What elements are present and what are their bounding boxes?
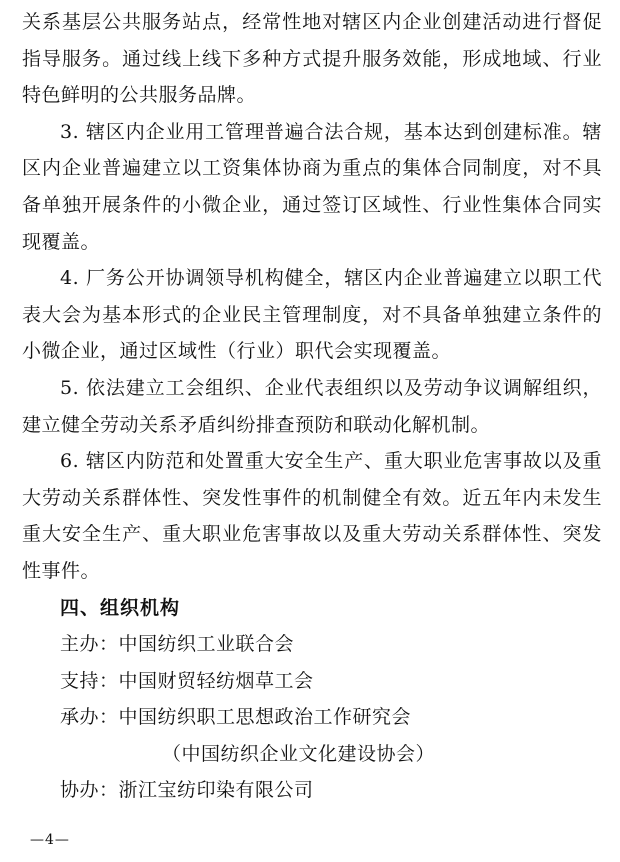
paragraph-item-4: 4. 厂务公开协调领导机构健全，辖区内企业普遍建立以职工代表大会为基本形式的企业民主管理制度，对不具备单独建立条件的小微企业，通过区域性（行业）职代会实现覆盖。 [22, 267, 602, 363]
organizer-co-organizer: 协办：浙江宝纺印染有限公司 [60, 779, 314, 802]
page-number: —4— [30, 832, 70, 848]
paragraph-item-5: 5. 依法建立工会组织、企业代表组织以及劳动争议调解组织，建立健全劳动关系矛盾纠纷排查预防和联动化解机制。 [22, 376, 602, 436]
organizer-supporter: 支持：中国财贸轻纺烟草工会 [60, 669, 314, 692]
organizer-undertaker: 承办：中国纺织职工思想政治工作研究会 [60, 706, 412, 729]
section-heading: 四、组织机构 [60, 596, 181, 619]
paragraph-item-6: 6. 辖区内防范和处置重大安全生产、重大职业危害事故以及重大劳动关系群体性、突发性事件的机制健全有效。近五年内未发生重大安全生产、重大职业危害事故以及重大劳动关系群体性、突发性事件。 [22, 450, 602, 582]
paragraph-item-3: 3. 辖区内企业用工管理普遍合法合规，基本达到创建标准。辖区内企业普遍建立以工资集体协商为重点的集体合同制度，对不具备单独开展条件的小微企业，通过签订区域性、行业性集体合同实现覆盖。 [22, 120, 602, 253]
organizer-undertaker-alias: （中国纺织企业文化建设协会） [162, 742, 436, 765]
organizer-host: 主办：中国纺织工业联合会 [60, 633, 295, 656]
document-body [22, 4, 602, 809]
paragraph-continuation: 关系基层公共服务站点，经常性地对辖区内企业创建活动进行督促指导服务。通过线上线下多种方式提升服务效能，形成地域、行业特色鲜明的公共服务品牌。 [22, 11, 602, 107]
